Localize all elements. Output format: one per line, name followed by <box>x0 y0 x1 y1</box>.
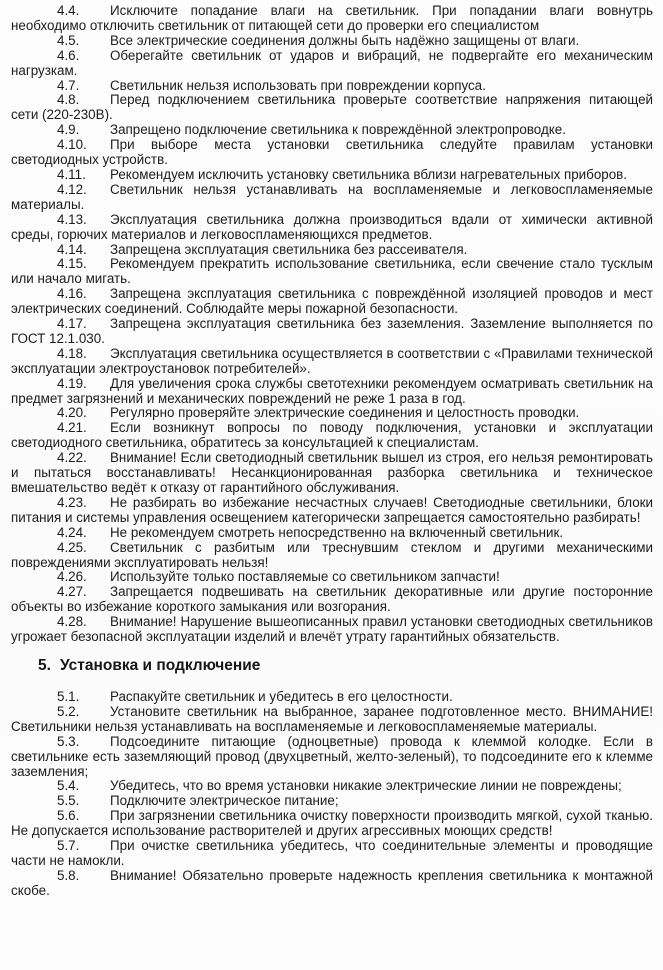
clause-text: Внимание! Нарушение вышеописанных правил установки светодиодных светильников угрожает безопасной эксплуатации изделий и влечёт утрату гарантийных обязательств. <box>11 614 653 645</box>
clause-paragraph <box>11 526 653 541</box>
section-5-installation-steps <box>11 690 653 899</box>
clause-number: 5.3. <box>57 733 80 749</box>
clause-number: 4.16. <box>57 286 87 302</box>
clause-paragraph <box>11 317 653 347</box>
clause-paragraph <box>11 34 653 49</box>
clause-number: 4.23. <box>57 494 87 510</box>
clause-number: 4.27. <box>57 584 87 600</box>
clause-text: Убедитесь, что во время установки никакие электрические линии не повреждены; <box>110 778 622 794</box>
clause-paragraph <box>11 421 653 451</box>
clause-number: 5.8. <box>57 867 80 883</box>
clause-paragraph <box>11 570 653 585</box>
clause-paragraph <box>11 809 653 839</box>
clause-number: 4.4. <box>57 3 80 18</box>
clause-text: Подсоедините питающие (одноцветные) провода к клеммой колодке. Если в светильнике есть заземляющий провод (двухцветный, желто-зеленый), то подсоедините его к клемме заземления; <box>11 733 653 779</box>
clause-text: Перед подключением светильника проверьте соответствие напряжения питающей сети (220-230В). <box>11 92 653 123</box>
clause-number: 5.7. <box>57 838 80 854</box>
clause-paragraph <box>11 123 653 138</box>
clause-paragraph <box>11 496 653 526</box>
clause-paragraph <box>11 4 653 34</box>
clause-paragraph <box>11 79 653 94</box>
clause-paragraph <box>11 794 653 809</box>
clause-text: Не разбирать во избежание несчастных случаев! Светодиодные светильники, блоки питания и системы управления освещением категорически запрещается самостоятельно разбирать! <box>11 494 653 525</box>
clause-paragraph <box>11 213 653 243</box>
clause-paragraph <box>11 585 653 615</box>
clause-number: 4.18. <box>57 345 87 361</box>
clause-paragraph <box>11 243 653 258</box>
clause-text: Эксплуатация светильника осуществляется в соответствии с «Правилами технической эксплуатации электроустановок потребителей». <box>11 345 653 376</box>
clause-text: Запрещено подключение светильника к повреждённой электропроводке. <box>110 122 566 138</box>
clause-number: 4.25. <box>57 539 87 555</box>
clause-number: 5.2. <box>57 703 80 719</box>
clause-text: Оберегайте светильник от ударов и вибраций, не подвергайте его механическим нагрузкам. <box>11 47 653 78</box>
clause-text: При выборе места установки светильника следуйте правилам установки светодиодных устройств. <box>11 137 653 168</box>
section-5-heading-number: 5. <box>38 656 51 674</box>
clause-text: Исключите попадание влаги на светильник. При попадании влаги вовнутрь необходимо отключить светильник от питающей сети до проверки его специалистом <box>11 3 653 33</box>
clause-number: 5.6. <box>57 808 80 824</box>
clause-text: Запрещена эксплуатация светильника без заземления. Заземление выполняется по ГОСТ 12.1.030. <box>11 316 653 346</box>
clause-paragraph <box>11 183 653 213</box>
clause-text: Распакуйте светильник и убедитесь в его целостности. <box>110 688 453 704</box>
clause-number: 4.17. <box>57 316 87 332</box>
clause-number: 4.14. <box>57 241 87 257</box>
clause-paragraph <box>11 541 653 571</box>
clause-number: 4.24. <box>57 524 87 540</box>
clause-number: 4.7. <box>57 77 80 93</box>
clause-text: Не рекомендуем смотреть непосредственно на включенный светильник. <box>110 524 564 540</box>
clause-text: Если возникнут вопросы по поводу подключения, установки и эксплуатации светодиодного светильника, обратитесь за консультацией к специалистам. <box>11 420 653 451</box>
clause-paragraph <box>11 93 653 123</box>
clause-text: Подключите электрическое питание; <box>110 793 339 809</box>
clause-text: Используйте только поставляемые со светильником запчасти! <box>110 569 500 585</box>
clause-paragraph <box>11 705 653 735</box>
clause-text: Запрещена эксплуатация светильника с повреждённой изоляцией проводов и мест электрических соединений. Соблюдайте меры пожарной безопасности. <box>11 286 653 317</box>
clause-text: При очистке светильника убедитесь, что соединительные элементы и проводящие части не намокли. <box>11 838 653 868</box>
clause-text: Запрещается подвешивать на светильник декоративные или другие посторонние объекты во избежание короткого замыкания или возгорания. <box>11 584 653 615</box>
clause-paragraph <box>11 839 653 869</box>
clause-number: 4.10. <box>57 137 87 153</box>
clause-text: Светильник нельзя использовать при повреждении корпуса. <box>110 77 486 93</box>
clause-text: Светильник с разбитым или треснувшим стеклом и другими механическими повреждениями эксплуатировать нельзя! <box>11 539 653 570</box>
clause-paragraph <box>11 377 653 407</box>
clause-text: Регулярно проверяйте электрические соединения и целостность проводки. <box>110 405 580 421</box>
clause-paragraph <box>11 287 653 317</box>
clause-paragraph <box>11 406 653 421</box>
clause-paragraph <box>11 49 653 79</box>
clause-number: 4.15. <box>57 256 87 272</box>
clause-text: Установите светильник на выбранное, заранее подготовленное место. ВНИМАНИЕ! Светильники нельзя устанавливать на воспламеняемые и легковоспламеняемые материалы. <box>11 703 653 734</box>
clause-text: Рекомендуем прекратить использование светильника, если свечение стало тусклым или начало мигать. <box>11 256 653 287</box>
clause-number: 4.26. <box>57 569 87 585</box>
clause-paragraph <box>11 451 653 496</box>
clause-paragraph <box>11 690 653 705</box>
clause-text: Рекомендуем исключить установку светильника вблизи нагревательных приборов. <box>110 166 628 182</box>
clause-number: 4.9. <box>57 122 80 138</box>
clause-number: 4.6. <box>57 47 80 63</box>
clause-text: При загрязнении светильника очистку поверхности производить мягкой, сухой тканью. Не допускается использование растворителей и других агрессивных моющих средств! <box>11 808 653 839</box>
clause-number: 5.4. <box>57 778 80 794</box>
clause-paragraph <box>11 138 653 168</box>
clause-number: 4.8. <box>57 92 80 108</box>
clause-paragraph <box>11 735 653 780</box>
clause-paragraph <box>11 168 653 183</box>
clause-number: 4.19. <box>57 375 87 391</box>
clause-number: 4.28. <box>57 614 87 630</box>
clause-text: Внимание! Если светодиодный светильник вышел из строя, его нельзя ремонтировать и пытаться восстанавливать! Несанкционированная разборка светильника и техническое вмешательство ведёт к отказу от гарантийного обслуживания. <box>11 450 653 495</box>
clause-number: 4.13. <box>57 211 87 227</box>
clause-paragraph <box>11 869 653 899</box>
clause-text: Внимание! Обязательно проверьте надежность крепления светильника к монтажной скобе. <box>11 867 653 898</box>
clause-number: 5.5. <box>57 793 80 809</box>
clause-paragraph <box>11 615 653 645</box>
clause-paragraph <box>11 257 653 287</box>
clause-text: Светильник нельзя устанавливать на воспламеняемые и легковоспламеняемые материалы. <box>11 181 653 212</box>
section-4-safety-clauses <box>11 4 653 645</box>
clause-number: 4.5. <box>57 32 80 48</box>
clause-text: Эксплуатация светильника должна производиться вдали от химически активной среды, горючих материалов и легковоспламеняющихся предметов. <box>11 211 653 242</box>
clause-number: 4.12. <box>57 181 87 197</box>
clause-number: 5.1. <box>57 688 80 704</box>
clause-number: 4.11. <box>57 166 86 182</box>
clause-number: 4.22. <box>57 450 87 466</box>
section-5-heading <box>11 657 653 674</box>
clause-number: 4.21. <box>57 420 87 436</box>
section-5-heading-title: Установка и подключение <box>60 656 261 674</box>
clause-number: 4.20. <box>57 405 87 421</box>
clause-text: Запрещена эксплуатация светильника без рассеивателя. <box>110 241 468 257</box>
clause-paragraph <box>11 779 653 794</box>
clause-text: Все электрические соединения должны быть надёжно защищены от влаги. <box>110 32 580 48</box>
clause-paragraph <box>11 347 653 377</box>
clause-text: Для увеличения срока службы светотехники рекомендуем осматривать светильник на предмет загрязнений и механических повреждений не реже 1 раза в год. <box>11 375 653 406</box>
